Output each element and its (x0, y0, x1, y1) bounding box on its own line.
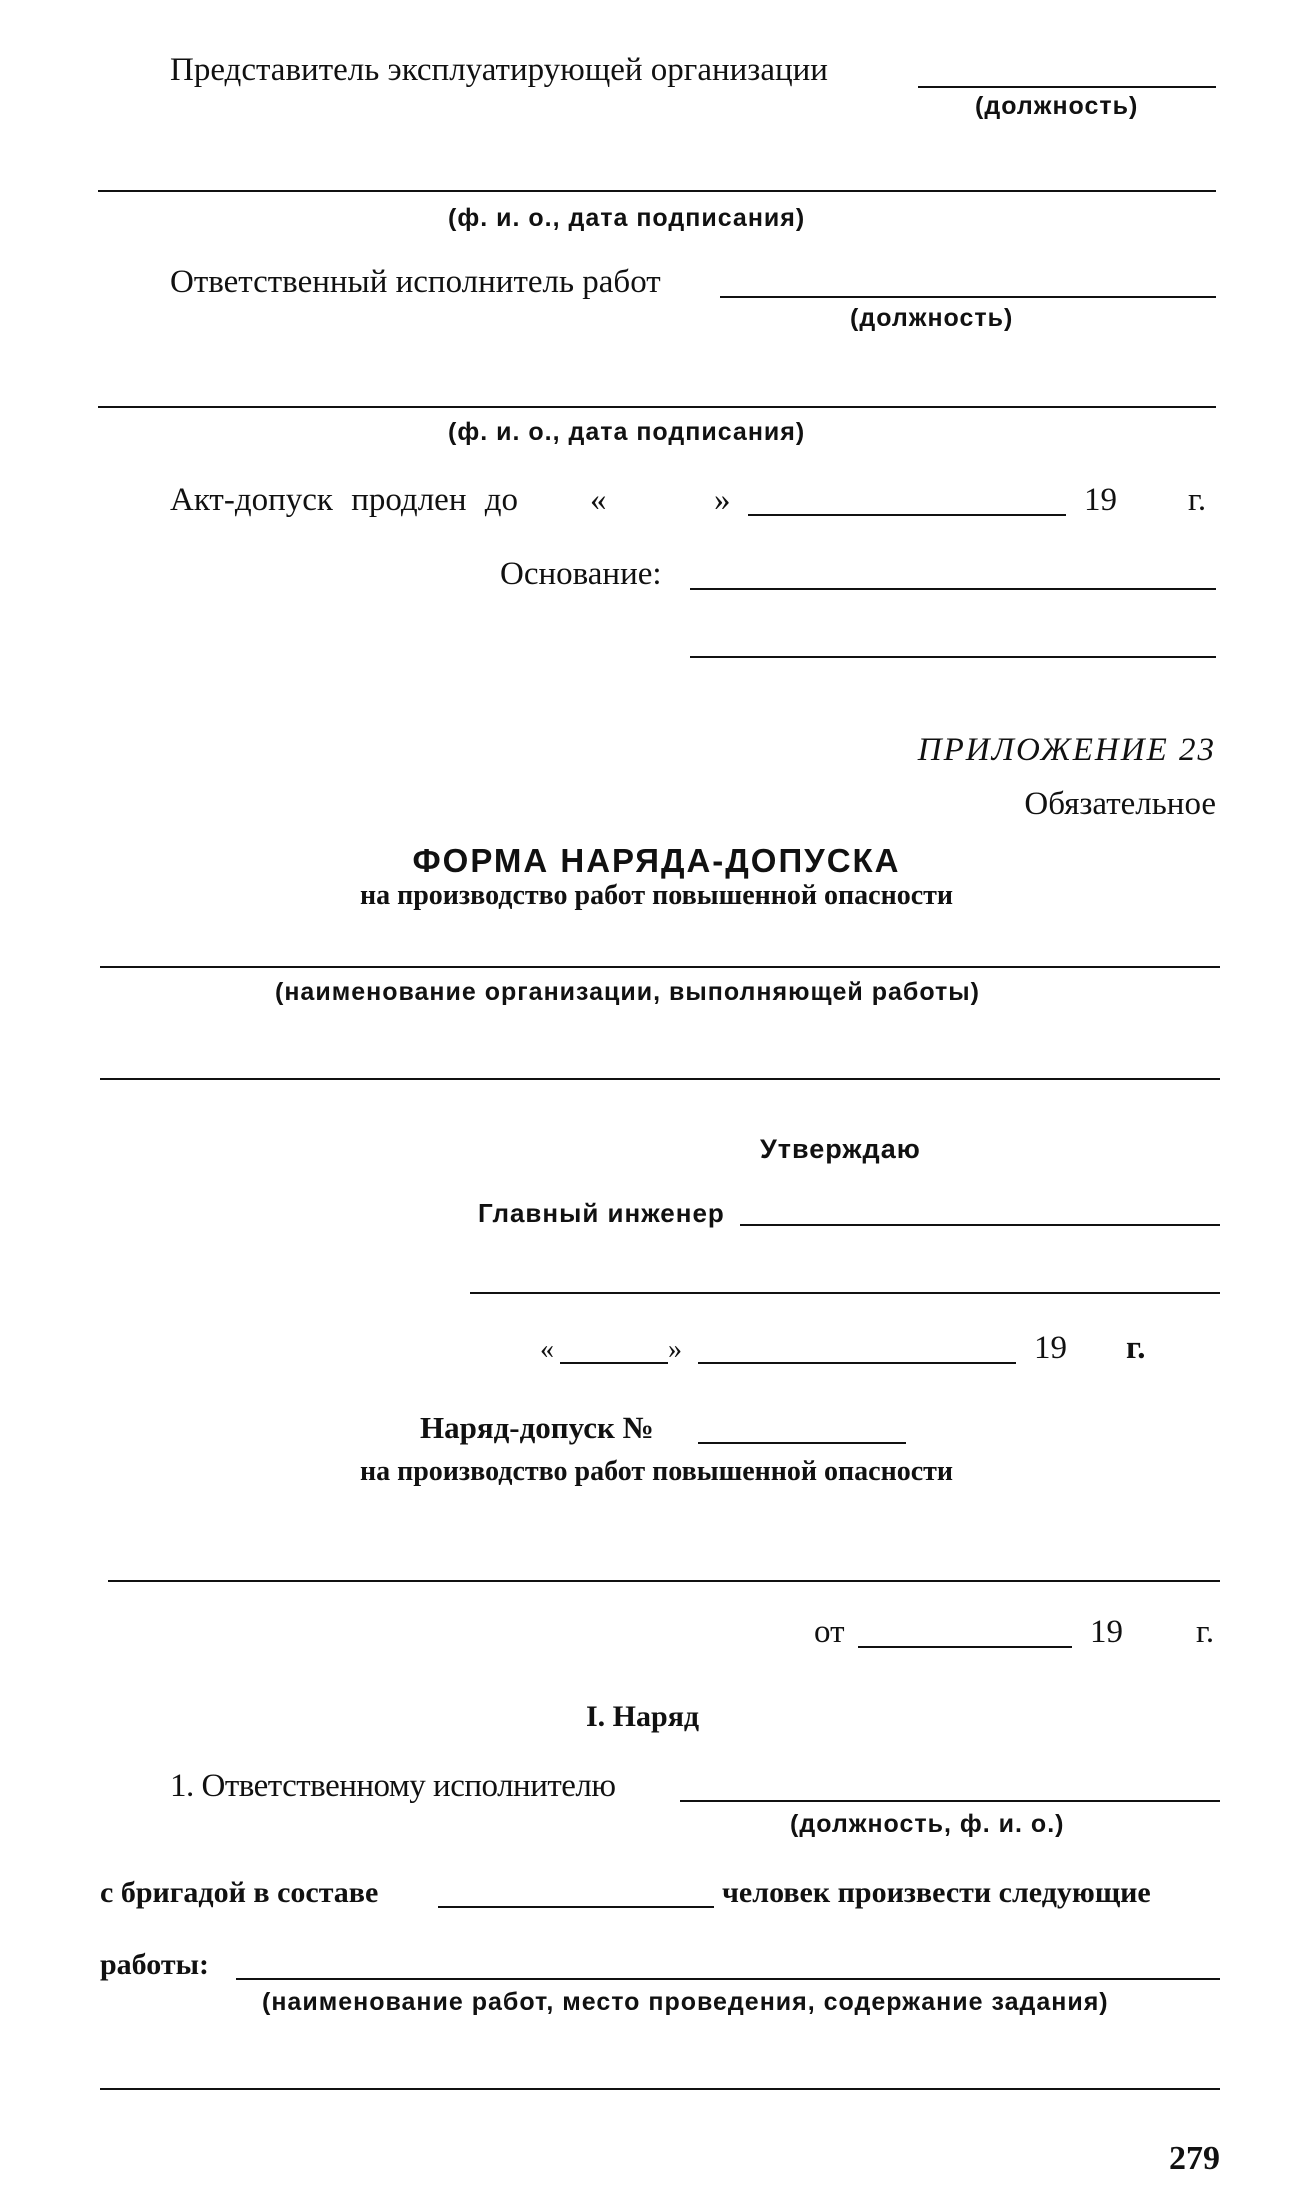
permit-subtitle: на производство работ повышенной опасности (359, 1456, 954, 1487)
item1-line[interactable] (680, 1800, 1220, 1802)
appendix-status: Обязательное (1024, 786, 1216, 822)
sig1-name-caption: (ф. и. о., дата подписания) (448, 204, 806, 232)
extension-close-quote: » (714, 482, 731, 518)
approve-close-quote: » (668, 1334, 682, 1365)
sig2-position-caption: (должность) (850, 304, 1014, 332)
sig1-label: Представитель эксплуатирующей организации (170, 52, 828, 88)
engineer-line-2[interactable] (470, 1292, 1220, 1294)
extension-year-suffix: г. (1188, 482, 1207, 518)
page-number: 279 (1169, 2140, 1220, 2177)
basis-label: Основание: (500, 556, 662, 592)
extension-year: 19 (1084, 482, 1117, 518)
engineer-line[interactable] (740, 1224, 1220, 1226)
approve-day-line[interactable] (560, 1362, 668, 1364)
approve-open-quote: « (540, 1334, 554, 1365)
permit-line[interactable] (108, 1580, 1220, 1582)
permit-date-line[interactable] (858, 1646, 1072, 1648)
permit-year: 19 (1090, 1614, 1123, 1650)
approve-year: 19 (1034, 1330, 1067, 1366)
permit-number-line[interactable] (698, 1442, 906, 1444)
works-caption: (наименование работ, место проведения, содержание задания) (262, 1988, 1109, 2016)
works-label: работы: (100, 1948, 210, 1981)
org-name-line-2[interactable] (100, 1078, 1220, 1080)
item1-caption: (должность, ф. и. о.) (790, 1810, 1065, 1838)
form-subtitle: на производство работ повышенной опасности (359, 880, 954, 911)
item1-label: 1. Ответственному исполнителю (170, 1768, 616, 1804)
extension-label: Акт-допуск продлен до (170, 482, 519, 518)
works-line-2[interactable] (100, 2088, 1220, 2090)
brigade-line[interactable] (438, 1906, 714, 1908)
approve-month-line[interactable] (698, 1362, 1016, 1364)
sig2-label: Ответственный исполнитель работ (170, 264, 661, 300)
appendix-title: ПРИЛОЖЕНИЕ 23 (917, 732, 1216, 768)
sig2-name-caption: (ф. и. о., дата подписания) (448, 418, 806, 446)
sig2-name-line[interactable] (98, 406, 1216, 408)
sig2-position-line[interactable] (720, 296, 1216, 298)
sig1-name-line[interactable] (98, 190, 1216, 192)
extension-date-line[interactable] (748, 514, 1066, 516)
approve-year-suffix: г. (1126, 1330, 1146, 1366)
basis-line-1[interactable] (690, 588, 1216, 590)
sig1-position-caption: (должность) (975, 92, 1139, 120)
brigade-label: с бригадой в составе (100, 1876, 379, 1909)
sig1-position-line[interactable] (918, 86, 1216, 88)
permit-year-suffix: г. (1196, 1614, 1215, 1650)
form-title: ФОРМА НАРЯДА-ДОПУСКА (412, 842, 901, 879)
org-name-line[interactable] (100, 966, 1220, 968)
permit-title: Наряд-допуск № (420, 1410, 654, 1445)
extension-open-quote: « (590, 482, 607, 518)
section1-heading: I. Наряд (586, 1700, 700, 1733)
basis-line-2[interactable] (690, 656, 1216, 658)
engineer-label: Главный инженер (478, 1198, 725, 1228)
org-caption: (наименование организации, выполняющей работы) (275, 978, 980, 1006)
permit-from-label: от (814, 1614, 845, 1650)
approve-label: Утверждаю (760, 1134, 921, 1164)
works-line[interactable] (236, 1978, 1220, 1980)
people-label: человек произвести следующие (722, 1876, 1151, 1909)
